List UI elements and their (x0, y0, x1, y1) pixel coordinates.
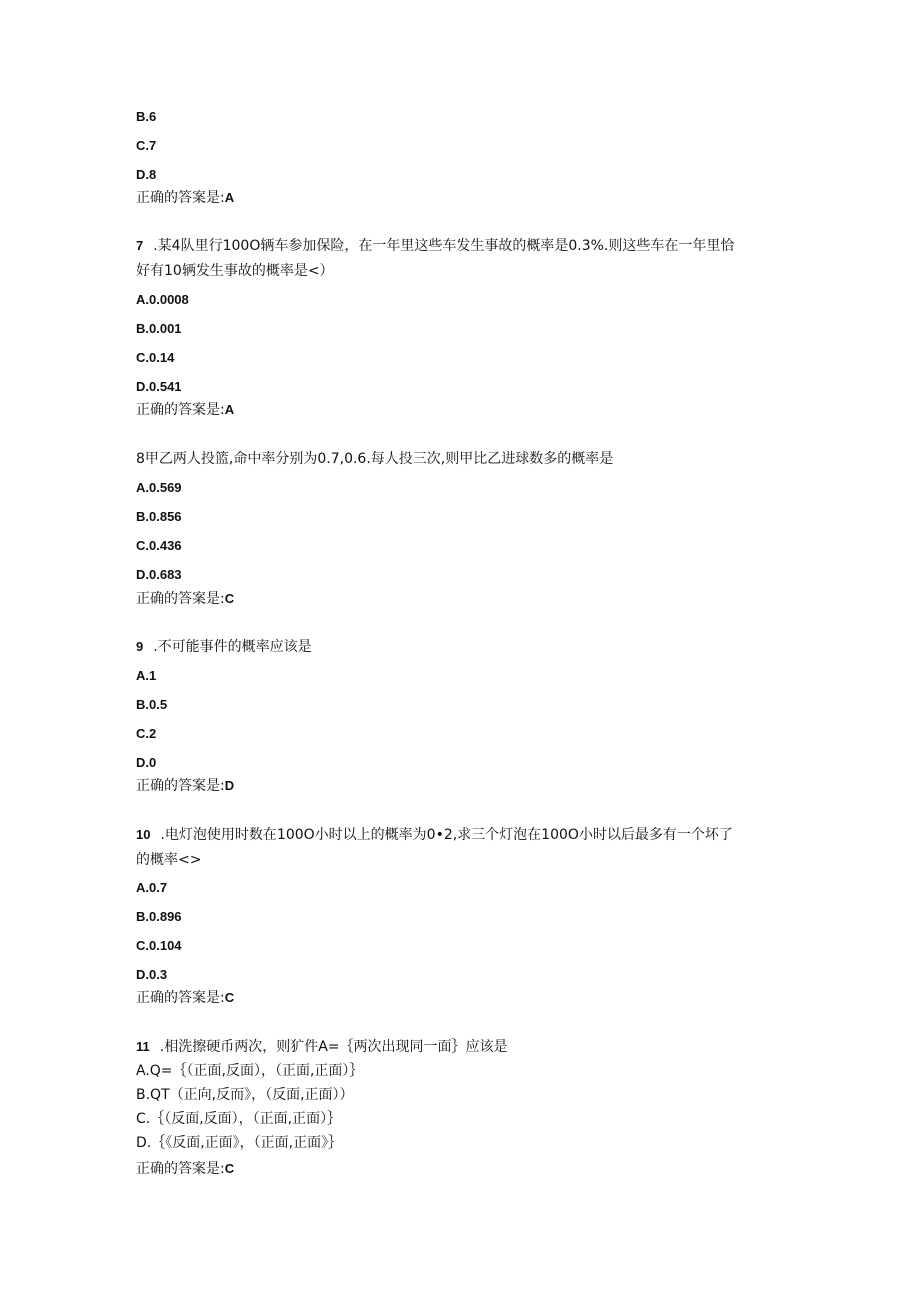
q10-answer (136, 988, 234, 1008)
question-number: 10 (136, 827, 151, 842)
q7-option-b: B.0.001 (136, 321, 182, 336)
q11-option-c: C.｛（反面,反面），（正面,正面）｝ (136, 1111, 342, 1127)
answer-prefix: 正确的答案是: (136, 778, 225, 794)
q7-answer (136, 400, 234, 420)
q8-option-b: B.0.856 (136, 509, 182, 524)
answer-key: C (224, 1161, 235, 1176)
q10-option-c: C.0.104 (136, 938, 182, 953)
answer-prefix: 正确的答案是: (136, 402, 225, 418)
q6-option-b: B.6 (136, 109, 157, 124)
q7-text-line1 (136, 236, 734, 256)
q9-text (136, 637, 312, 657)
answer-key: A (224, 402, 235, 417)
q9-option-a: A.1 (136, 668, 157, 683)
q7-option-d: D.0.541 (136, 379, 182, 394)
q9-option-c: C.2 (136, 726, 157, 741)
answer-prefix: 正确的答案是: (136, 1161, 225, 1177)
answer-prefix: 正确的答案是: (136, 990, 225, 1006)
q11-option-d: D.｛《反面,正面》，（正面,正面》｝ (136, 1135, 343, 1151)
question-number: 11 (136, 1039, 150, 1054)
q10-option-b: B.0.896 (136, 909, 182, 924)
q7-text-line2: 好有10辆发生事故的概率是<） (136, 263, 334, 279)
question-text: .某4队里行100O辆车参加保险，在一年里这些车发生事故的概率是0.3%.则这些车在一年里恰 (153, 238, 735, 254)
q8-text: 8甲乙两人投篮,命中率分别为0.7,0.6.每人投三次,则甲比乙进球数多的概率是 (136, 451, 614, 467)
q10-text-line2: 的概率<> (136, 852, 202, 868)
q9-answer (136, 776, 234, 796)
q9-option-b: B.0.5 (136, 697, 168, 712)
answer-prefix: 正确的答案是: (136, 591, 225, 607)
answer-key: A (224, 190, 235, 205)
q10-option-d: D.0.3 (136, 967, 168, 982)
question-number: 9 (136, 639, 144, 654)
q6-option-d: D.8 (136, 167, 157, 182)
answer-prefix: 正确的答案是: (136, 190, 225, 206)
question-number: 7 (136, 238, 144, 253)
answer-key: C (224, 990, 235, 1005)
q6-option-c: C.7 (136, 138, 157, 153)
q8-option-d: D.0.683 (136, 567, 182, 582)
question-text: .电灯泡使用时数在100O小时以上的概率为0•2,求三个灯泡在100O小时以后最多有一个坏了 (160, 827, 733, 843)
q8-option-a: A.0.569 (136, 480, 182, 495)
q10-text-line1 (136, 825, 733, 845)
q8-option-c: C.0.436 (136, 538, 182, 553)
q7-option-c: C.0.14 (136, 350, 175, 365)
answer-key: C (224, 591, 235, 606)
q7-option-a: A.0.0008 (136, 292, 189, 307)
q11-option-b: B.QT（正向,反而》，（反面,正面）） (136, 1087, 354, 1103)
question-text: .相洗擦硬币两次，则犷件A=｛两次出现同一面｝应该是 (159, 1039, 508, 1055)
q11-option-a: A.Q=｛（正面,反面），（正面,正面）｝ (136, 1063, 364, 1079)
q8-answer (136, 589, 234, 609)
q10-option-a: A.0.7 (136, 880, 168, 895)
question-text: .不可能事件的概率应该是 (153, 639, 312, 655)
q11-answer (136, 1159, 234, 1179)
q9-option-d: D.0 (136, 755, 157, 770)
q6-answer (136, 188, 234, 208)
answer-key: D (224, 778, 235, 793)
q11-text (136, 1037, 508, 1057)
